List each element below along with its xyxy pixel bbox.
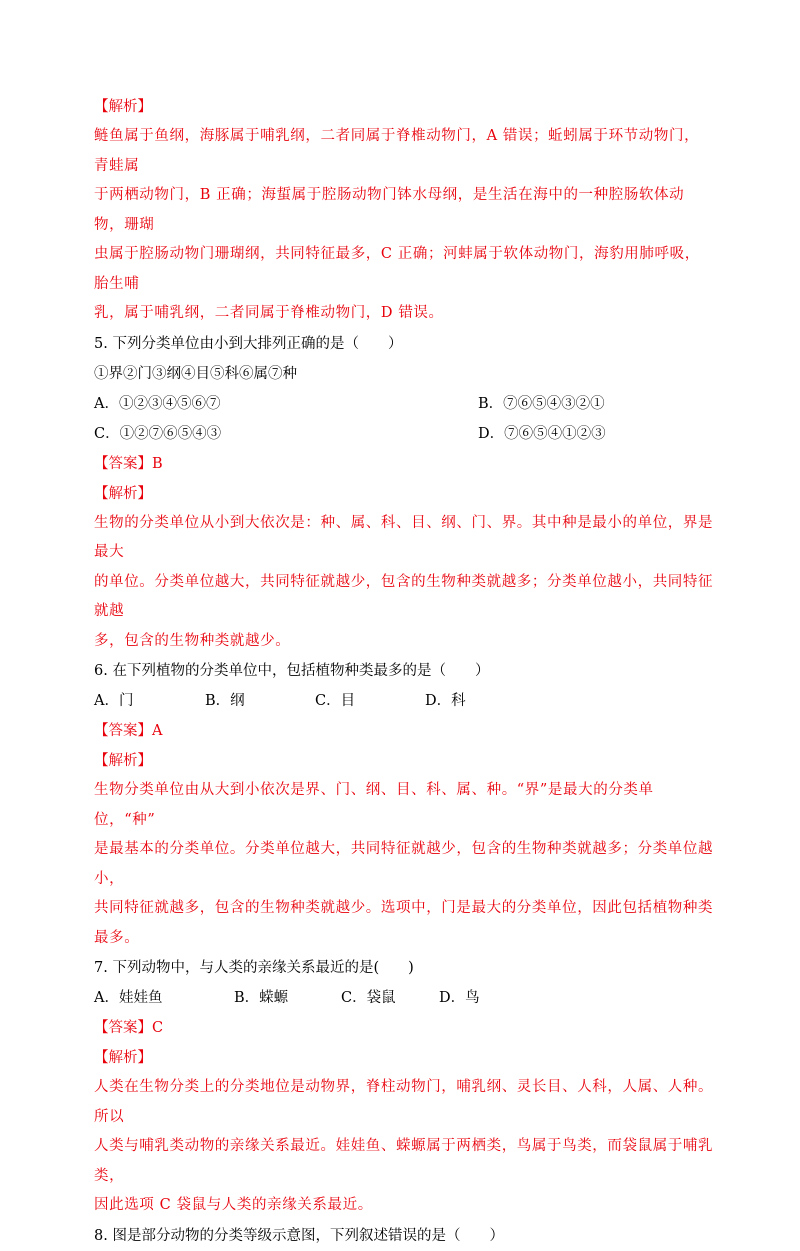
q5-analysis-line: 的单位。分类单位越大，共同特征就越少，包含的生物种类就越多；分类单位越小，共同特征就越	[94, 573, 714, 619]
q5-option-a: A．①②③④⑤⑥⑦	[94, 395, 221, 412]
q5-option-b: B．⑦⑥⑤④③②①	[478, 395, 605, 412]
q5-stem: 5. 下列分类单位由小到大排列正确的是（ ）	[94, 335, 403, 352]
q5-answer-label: 【答案】	[94, 455, 152, 472]
q5-subitems: ①界②门③纲④目⑤科⑥属⑦种	[94, 365, 297, 382]
q6-analysis-label: 【解析】	[94, 753, 152, 769]
q6-answer-label: 【答案】	[94, 723, 152, 739]
q7-analysis-line: 人类在生物分类上的分类地位是动物界，脊柱动物门，哺乳纲、灵长目、人科，人属、人种。所以	[94, 1079, 714, 1125]
q7-answer-label: 【答案】	[94, 1020, 152, 1036]
q6-option-d: D．科	[425, 693, 466, 709]
q5-analysis-label: 【解析】	[94, 485, 152, 502]
q7-stem: 7. 下列动物中，与人类的亲缘关系最近的是( )	[94, 960, 414, 976]
q6-answer	[94, 716, 714, 746]
q4-analysis-line: 鲢鱼属于鱼纲，海豚属于哺乳纲，二者同属于脊椎动物门，A 错误；蚯蚓属于环节动物门，青蛙属	[94, 128, 700, 174]
q7-analysis	[94, 1073, 714, 1221]
q5-options-row-2	[94, 419, 714, 449]
q5-option-c: C．①②⑦⑥⑤④③	[94, 425, 222, 442]
q7-option-d: D．鸟	[439, 990, 480, 1006]
q7-analysis-line: 人类与哺乳类动物的亲缘关系最近。娃娃鱼、蝾螈属于两栖类，鸟属于鸟类，而袋鼠属于哺乳类，	[94, 1138, 714, 1184]
document-page	[94, 92, 714, 1251]
q4-analysis-line: 于两栖动物门，B 正确；海蜇属于腔肠动物门钵水母纲，是生活在海中的一种腔肠软体动物，珊瑚	[94, 187, 685, 233]
q4-analysis-line: 虫属于腔肠动物门珊瑚纲，共同特征最多，C 正确；河蚌属于软体动物门，海豹用肺呼吸，胎生哺	[94, 246, 700, 292]
q7-option-a: A．娃娃鱼	[94, 990, 163, 1006]
q6-analysis	[94, 776, 714, 953]
q7-answer	[94, 1013, 714, 1043]
q6-analysis-line: 共同特征就越多，包含的生物种类就越少。选项中，门是最大的分类单位，因此包括植物种类最多。	[94, 900, 714, 946]
q5-analysis	[94, 509, 714, 657]
q6-option-b: B．纲	[205, 693, 245, 709]
q5-options-row-1	[94, 389, 714, 419]
q6-options	[94, 686, 714, 716]
q6-stem: 6. 在下列植物的分类单位中，包括植物种类最多的是（ ）	[94, 663, 490, 679]
q5-answer	[94, 449, 714, 479]
q6-analysis-line: 是最基本的分类单位。分类单位越大，共同特征就越少，包含的生物种类就越多；分类单位越小，	[94, 841, 714, 887]
q8-stem: 8. 图是部分动物的分类等级示意图，下列叙述错误的是（ ）	[94, 1227, 504, 1244]
q7-analysis-label: 【解析】	[94, 1050, 152, 1066]
q6-option-c: C．目	[315, 693, 356, 709]
q4-analysis	[94, 122, 714, 329]
q7-analysis-line: 因此选项 C 袋鼠与人类的亲缘关系最近。	[94, 1197, 373, 1213]
q5-analysis-line: 生物的分类单位从小到大依次是：种、属、科、目、纲、门、界。其中种是最小的单位，界是最大	[94, 514, 714, 560]
q5-analysis-line: 多，包含的生物种类就越少。	[94, 632, 291, 649]
q7-option-c: C．袋鼠	[341, 990, 396, 1006]
q7-options	[94, 983, 714, 1013]
q4-analysis-line: 乳，属于哺乳纲，二者同属于脊椎动物门，D 错误。	[94, 305, 444, 321]
q6-answer-value: A	[152, 723, 163, 739]
q4-analysis-label: 【解析】	[94, 99, 152, 115]
q7-option-b: B．蝾螈	[234, 990, 289, 1006]
q5-option-d: D．⑦⑥⑤④①②③	[478, 425, 606, 442]
q6-analysis-line: 生物分类单位由从大到小依次是界、门、纲、目、科、属、种。“界”是最大的分类单位，“种”	[94, 782, 654, 828]
q7-answer-value: C	[152, 1020, 164, 1036]
q5-answer-value: B	[152, 455, 163, 472]
q6-option-a: A．门	[94, 693, 134, 709]
